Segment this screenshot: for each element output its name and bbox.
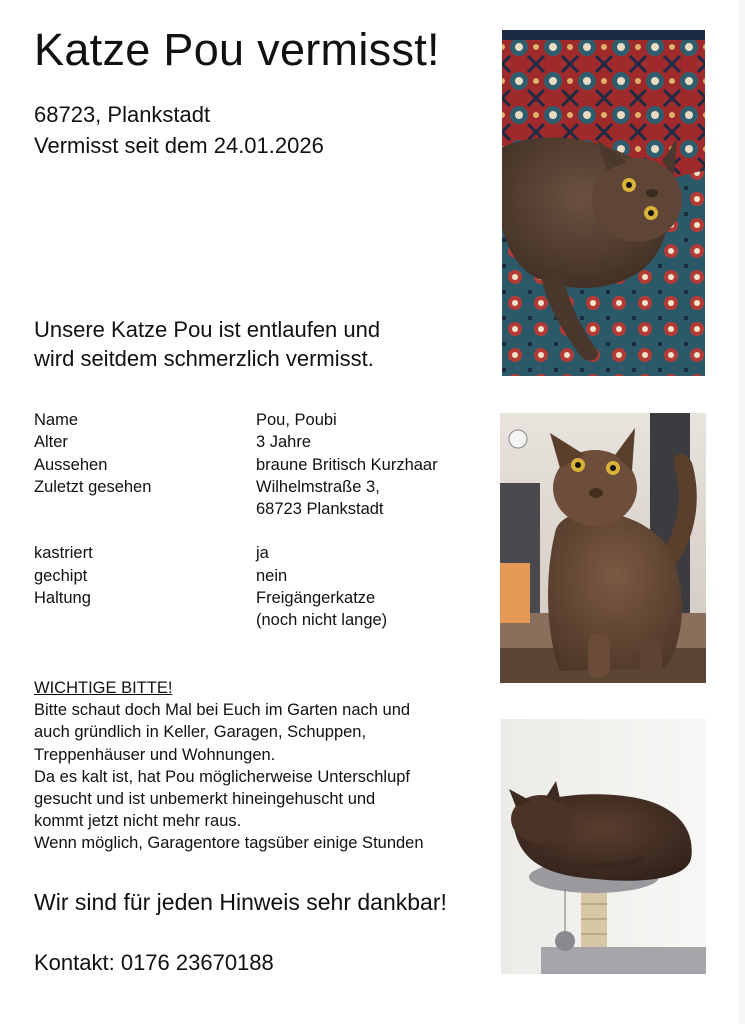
last-seen-street: Wilhelmstraße 3,: [256, 477, 380, 496]
detail-row-name: [34, 409, 486, 431]
detail-value: [256, 476, 486, 521]
detail-label: kastriert: [34, 544, 93, 563]
request-line: auch gründlich in Keller, Garagen, Schuppen,: [34, 723, 367, 742]
request-line: gesucht und ist unbemerkt hineingehuscht und: [34, 790, 376, 809]
details-list: [34, 409, 486, 632]
keeping-note: (noch nicht lange): [256, 611, 388, 630]
detail-label: Name: [34, 411, 79, 429]
cat-photo-on-rug: [502, 30, 705, 376]
request-line: Da es kalt ist, hat Pou möglicherweise Unterschlupf: [34, 767, 411, 786]
spacer: [34, 520, 486, 542]
request-line: Bitte schaut doch Mal bei Euch im Garten nach und: [34, 701, 411, 720]
request-line: kommt jetzt nicht mehr raus.: [34, 812, 242, 831]
detail-value: braune Britisch Kurzhaar: [256, 455, 438, 474]
flyer-title: Katze Pou vermisst!: [34, 24, 440, 75]
location-block: [34, 99, 324, 161]
request-line: Treppenhäuser und Wohnungen.: [34, 745, 276, 764]
missing-since: Vermisst seit dem 24.01.2026: [34, 133, 324, 158]
detail-label: Zuletzt gesehen: [34, 477, 152, 496]
important-request: [34, 677, 424, 855]
detail-label: gechipt: [34, 566, 88, 585]
detail-label: Aussehen: [34, 455, 108, 474]
detail-value: [256, 587, 486, 632]
location-line: 68723, Plankstadt: [34, 102, 211, 127]
keeping-type: Freigängerkatze: [256, 589, 376, 608]
intro-text: [34, 315, 380, 373]
detail-value: ja: [256, 544, 269, 563]
detail-row-keeping: [34, 587, 486, 632]
detail-row-appearance: [34, 454, 486, 476]
thanks-line: Wir sind für jeden Hinweis sehr dankbar!: [34, 889, 447, 915]
detail-value: 3 Jahre: [256, 433, 312, 452]
request-line: Wenn möglich, Garagentore tagsüber einige Stunden: [34, 834, 424, 853]
detail-row-neutered: [34, 542, 486, 564]
cat-photo-standing: [500, 413, 706, 683]
intro-line-1: Unsere Katze Pou ist entlaufen und: [34, 317, 381, 342]
detail-label: Haltung: [34, 589, 91, 608]
contact-line: Kontakt: 0176 23670188: [34, 950, 274, 975]
detail-label: Alter: [34, 433, 68, 452]
detail-value: Pou, Poubi: [256, 411, 337, 429]
last-seen-city: 68723 Plankstadt: [256, 500, 384, 519]
detail-row-chipped: [34, 565, 486, 587]
cat-photo-scratching-post: [501, 719, 706, 974]
detail-value: nein: [256, 566, 288, 585]
request-heading: WICHTIGE BITTE!: [34, 679, 173, 697]
detail-row-last-seen: [34, 476, 486, 521]
intro-line-2: wird seitdem schmerzlich vermisst.: [34, 346, 374, 371]
detail-row-age: [34, 431, 486, 453]
